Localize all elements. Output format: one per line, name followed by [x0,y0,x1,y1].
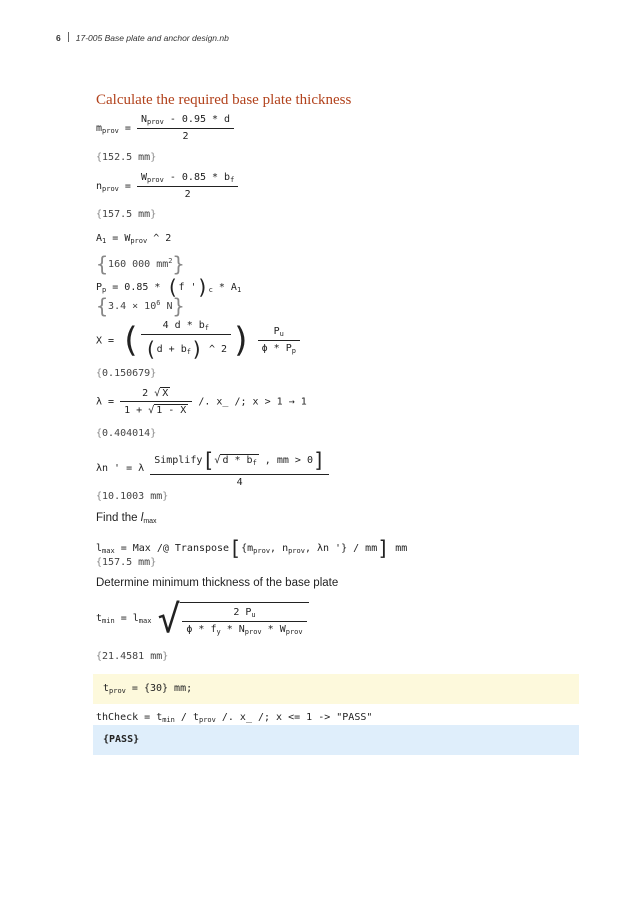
lambda-tail: /. x_ /; x > 1 → 1 [192,396,307,408]
m-prov-num-a-sub: prov [146,118,164,126]
x-num1: 4 d * b [162,320,205,331]
lambda-den-a: 1 + [124,405,149,416]
output-tmin: {21.4581 mm} [96,651,169,662]
output-cell-thcheck [93,725,579,755]
m-prov-result: 152.5 mm [102,152,151,163]
input-m-prov[interactable]: $m_{prov}$ = $\frac{N_{prov} - 0.95 * d}{2}$ [96,114,234,142]
section-title: Calculate the required base plate thickness [96,92,352,108]
pp-result-sup: 6 [156,299,161,307]
lmax-tail: mm [389,543,408,554]
notebook-title: 17-005 Base plate and anchor design.nb [75,33,229,43]
tmin-den-a: ϕ * f [186,624,217,635]
input-tprov[interactable] [103,683,192,695]
lmax-slash: / mm [347,543,378,554]
find-text-l: l [140,512,144,524]
thcheck-b-sub: prov [198,716,216,724]
pp-lhs: P [96,282,103,293]
page-number: 6 [56,33,61,43]
tprov-lhs-sub: prov [109,687,126,695]
input-a1[interactable]: $A_1 = W_{prov}$ ^ 2 [96,233,172,245]
lambda-n-radicand: d * b [222,455,253,466]
lambda-n-radicand-sub: f [252,459,257,467]
x-fraction-2 [258,326,300,355]
a1-result: 160 000 mm [108,259,169,270]
tmin-num-sub: u [251,611,256,619]
output-lambda: {0.404014} [96,428,157,439]
n-prov-result: 157.5 mm [102,209,151,220]
n-prov-num-a: W [140,172,147,183]
thcheck-a: thCheck = t [96,712,163,723]
lmax-list-b-sub: prov [288,547,305,555]
lambda-lhs: λ = [96,396,115,408]
lambda-result: 0.404014 [102,428,151,439]
output-lambda-n: {10.1003 mm} [96,491,169,502]
output-lmax: {157.5 mm} [96,557,157,568]
lmax-list-a-sub: prov [253,547,271,555]
x-den2: ϕ * P [261,343,292,354]
input-pp[interactable]: $P_p = 0.85 * (f$ ')$_c * A_1$ [96,275,242,299]
output-m-prov: {152.5 mm} [96,152,157,163]
lambda-n-num-a: Simplify [154,455,203,466]
x-num2-sub: u [279,330,284,338]
lambda-n-lhs: λn ' = λ [96,463,145,474]
x-fraction-1: $\frac{4 d * b_f}{(d + b_f) \^{} 2}$ [141,320,232,361]
lambda-n-num-b: , mm > 0 [258,455,313,466]
x-num2: P [273,326,280,337]
lmax-list-b: , n [270,543,289,554]
x-den1-a: d + b [156,344,187,355]
m-prov-den: 2 [182,131,189,142]
input-thcheck[interactable] [96,712,372,724]
tmin-den-c-sub: prov [285,628,303,636]
a1-rhs: W [124,233,131,244]
x-result: 0.150679 [102,368,151,379]
tmin-den-a-sub: y [216,628,221,636]
tmin-den-b-sub: prov [244,628,262,636]
tmin-mid-sub: max [138,617,152,625]
tmin-mid: = l [114,613,139,624]
x-den2-sub: p [291,347,296,355]
input-lambda[interactable] [96,387,307,416]
pp-rhs-b-sub: 1 [236,286,242,294]
pp-paren-sub: c [208,286,213,294]
lmax-list-a: {m [241,543,254,554]
x-lhs: X = [96,335,115,347]
m-prov-lhs: m [96,123,103,134]
n-prov-fraction [137,172,238,200]
lmax-result: 157.5 mm [102,557,151,568]
thcheck-c: /. x_ /; x <= 1 -> "PASS" [215,712,373,723]
lmax-list-c: , λn '} [304,543,348,554]
pp-rhs-a: = 0.85 * [106,282,167,293]
input-x[interactable]: X = ( $\frac{4 d * b_f}{(d + b_f) \^{} 2}$ ) $\frac{P_u}{\phi * P_p}$ [96,320,300,361]
find-lmax-text [96,512,157,525]
pp-paren: f ' [178,282,197,293]
output-a1: {160 000 $mm^2$} [96,252,185,276]
output-x: {0.150679} [96,368,157,379]
output-n-prov: {157.5 mm} [96,209,157,220]
tprov-lhs: t [103,683,110,694]
pp-result-b: N [160,301,173,312]
thcheck-result: {PASS} [103,734,140,745]
input-tmin[interactable]: $t_{min} = l_{max}$ √ $\frac{2 P_u}{\phi * f_y * N_{prov} * W_{prov}}$ [96,600,309,638]
x-den1-sub: f [186,348,191,356]
n-prov-num-a-sub: prov [146,176,164,184]
pp-lhs-sub: p [102,286,107,294]
header-separator [68,32,69,42]
x-den1-b: ^ 2 [203,344,228,355]
lambda-n-result: 10.1003 mm [102,491,163,502]
tmin-lhs: t [96,613,103,624]
find-text-sub: max [143,518,157,525]
tmin-fraction [182,607,306,636]
n-prov-num-b: - 0.85 * b [163,172,231,183]
lambda-fraction: $\frac{2 √ X}{1 + √ 1 - X}$ [120,387,192,416]
lambda-n-den: 4 [236,477,243,488]
lambda-num-radicand: X [162,388,169,399]
a1-lhs: A [96,233,103,244]
lambda-den-radicand: 1 - X [156,405,187,416]
tmin-lhs-sub: min [102,617,115,625]
n-prov-den: 2 [184,189,191,200]
tprov-rhs: = {30} mm; [125,683,193,694]
pp-rhs-b: * A [212,282,237,293]
a1-rhs-sub: prov [130,237,148,245]
lambda-n-fraction: $\frac{Simplify[√ d * b_f , mm > 0]}{4}$ [150,448,329,488]
find-text-a: Find the [96,512,141,524]
a1-result-sup: 2 [168,257,173,265]
m-prov-num-a: N [140,114,147,125]
a1-rhs-tail: ^ 2 [147,233,172,244]
lambda-num: 2 [142,388,155,399]
n-prov-lhs: n [96,181,103,192]
m-prov-num-b: - 0.95 * d [163,114,231,125]
input-n-prov[interactable]: $n_{prov}$ = $\frac{W_{prov} - 0.85 * b_f}{2}$ [96,172,238,200]
lmax-rhs-a: = Max /@ Transpose [114,543,230,554]
tmin-result: 21.4581 mm [102,651,163,662]
tmin-num: 2 P [233,607,252,618]
thcheck-b: / t [174,712,199,723]
page-header [56,32,229,43]
output-pp: {$3.4 \times 10^6$ N} [96,294,185,318]
n-prov-lhs-sub: prov [102,185,119,193]
input-lambda-n[interactable] [96,448,329,488]
n-prov-num-b-sub: f [230,176,235,184]
lmax-lhs-sub: max [102,547,115,555]
a1-lhs-sub: 1 [102,237,107,245]
pp-result-a: 3.4 × 10 [108,301,157,312]
lmax-lhs: l [96,543,103,554]
m-prov-fraction [137,114,234,142]
x-num1-sub: f [204,324,210,332]
tmin-den-b: * N [220,624,245,635]
determine-text: Determine minimum thickness of the base plate [96,577,339,589]
input-lmax[interactable]: $l_{max}$ = Max /@ $Transpose[\{m_{prov}$, $n_{prov}$, λn '} / mm] mm [96,536,408,560]
tmin-den-c: * W [261,624,286,635]
thcheck-a-sub: min [162,716,175,724]
m-prov-lhs-sub: prov [102,127,119,135]
